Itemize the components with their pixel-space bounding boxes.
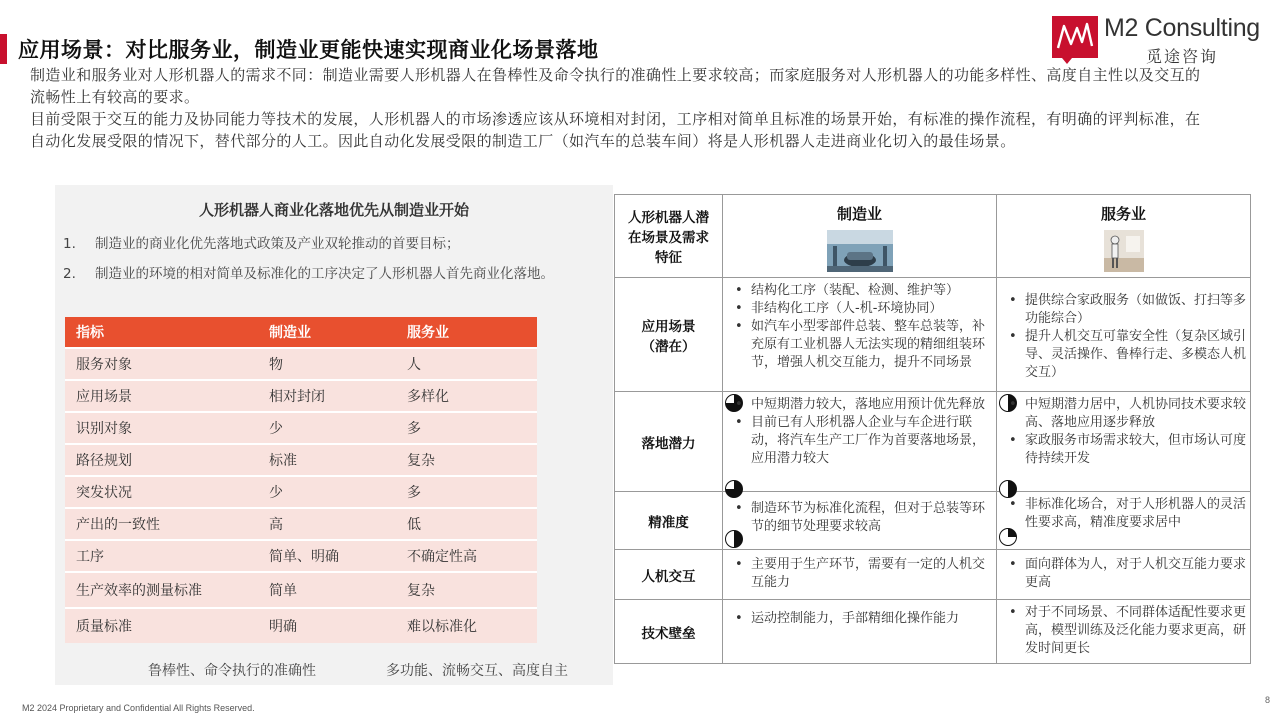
page-number: 8 — [1265, 695, 1271, 705]
precision-label: 精准度 — [615, 492, 723, 550]
grid-row-hri — [615, 550, 1251, 600]
service-label: 服务业 — [1100, 205, 1146, 223]
service-cell — [997, 492, 1251, 550]
list-item: • 结构化工序（装配、检测、维护等） — [751, 282, 992, 300]
manufacturing-cell — [723, 278, 997, 392]
grid-header-row — [615, 195, 1251, 278]
list-item: • 提升人机交互可靠安全性（复杂区域引导、灵活操作、鲁棒行走、多模态人机交互） — [1025, 328, 1246, 382]
panel-title: 人形机器人商业化落地优先从制造业开始 — [198, 201, 469, 219]
comparison-table — [65, 317, 537, 643]
metric-cell: 产出的一致性 — [65, 508, 258, 540]
point-text: 制造业的商业化优先落地式政策及产业双轮推动的首要目标； — [95, 236, 460, 252]
manufacturing-cell: 标准 — [258, 444, 396, 476]
grid-row-precision — [615, 492, 1251, 550]
quarter-harvey-ball-icon — [999, 528, 1017, 546]
metric-cell: 路径规划 — [65, 444, 258, 476]
manufacturing-cell — [723, 600, 997, 664]
half-harvey-ball-icon — [725, 530, 743, 548]
manufacturing-column-header — [723, 195, 997, 278]
row-label — [615, 278, 723, 392]
service-cell: 多 — [396, 476, 537, 508]
header-manufacturing: 制造业 — [258, 317, 396, 348]
manufacturing-cell — [723, 550, 997, 600]
table-row — [65, 348, 537, 380]
list-item: • 提供综合家政服务（如做饭、打扫等多功能综合） — [1025, 292, 1246, 328]
manufacturing-cell: 少 — [258, 412, 396, 444]
service-cell — [997, 550, 1251, 600]
metric-cell: 识别对象 — [65, 412, 258, 444]
manufacturing-cell — [723, 392, 997, 492]
manufacturing-cell: 简单、明确 — [258, 540, 396, 572]
service-cell: 低 — [396, 508, 537, 540]
list-item: • 对于不同场景、不同群体适配性要求更高，模型训练及泛化能力要求更高，研发时间更长 — [1025, 604, 1246, 658]
intro-paragraph-1: 制造业和服务业对人形机器人的需求不同：制造业需要人形机器人在鲁棒性及命令执行的准确性上要求较高；而家庭服务对人形机器人的功能多样性、高度自主性以及交互的流畅性上有较高的要求。 — [30, 66, 1201, 106]
table-row — [65, 380, 537, 412]
manufacturing-cell: 少 — [258, 476, 396, 508]
service-cell: 不确定性高 — [396, 540, 537, 572]
list-item: • 主要用于生产环节，需要有一定的人机交互能力 — [751, 556, 992, 592]
service-cell: 难以标准化 — [396, 608, 537, 643]
title-accent-bar — [0, 34, 7, 64]
table-row — [65, 572, 537, 608]
header-service: 服务业 — [396, 317, 537, 348]
list-item: • 目前已有人形机器人企业与车企进行联动，将汽车生产工厂作为首要落地场景，应用潜力较大 — [751, 414, 992, 468]
hri-label: 人机交互 — [615, 550, 723, 600]
header-metric: 指标 — [65, 317, 258, 348]
service-cell: 多样化 — [396, 380, 537, 412]
metric-cell: 工序 — [65, 540, 258, 572]
footer-copyright: M2 2024 Proprietary and Confidential All Rights Reserved. — [22, 703, 255, 713]
list-item: • 制造环节为标准化流程，但对于总装等环节的细节处理要求较高 — [751, 500, 992, 536]
list-item: • 非结构化工序（人-机-环境协同） — [751, 300, 992, 318]
table-row — [65, 540, 537, 572]
service-summary: 多功能、流畅交互、高度自主 — [386, 663, 568, 679]
list-item: • 中短期潜力居中，人机协同技术要求较高、落地应用逐步释放 — [1025, 396, 1246, 432]
metric-cell: 服务对象 — [65, 348, 258, 380]
manufacturing-cell: 简单 — [258, 572, 396, 608]
potential-label: 落地潜力 — [615, 392, 723, 492]
page-title: 应用场景：对比服务业，制造业更能快速实现商业化场景落地 — [18, 38, 599, 62]
table-row — [65, 508, 537, 540]
grid-corner-label: 人形机器人潜在场景及需求特征 — [615, 195, 723, 278]
list-item: • 非标准化场合，对于人形机器人的灵活性要求高，精准度要求居中 — [1025, 496, 1246, 532]
manufacturing-label: 制造业 — [836, 205, 882, 223]
company-logo — [1052, 14, 1272, 70]
list-item: • 运动控制能力，手部精细化操作能力 — [751, 610, 992, 628]
table-row — [65, 608, 537, 643]
comparison-header-row — [65, 317, 537, 348]
manufacturing-cell: 相对封闭 — [258, 380, 396, 412]
grid-row-barrier — [615, 600, 1251, 664]
point-text: 制造业的环境的相对简单及标准化的工序决定了人形机器人首先商业化落地。 — [95, 266, 554, 282]
manufacturing-cell: 高 — [258, 508, 396, 540]
grid-row-application — [615, 278, 1251, 392]
intro-text — [30, 64, 1210, 152]
application-label: 应用场景（潜在） — [641, 318, 696, 355]
scenario-comparison-grid — [614, 194, 1251, 664]
manufacturing-summary: 鲁棒性、命令执行的准确性 — [148, 663, 316, 679]
service-cell — [997, 278, 1251, 392]
list-item: • 如汽车小型零部件总装、整车总装等，补充原有工业机器人无法实现的精细组装环节，增强人机交互能力，提升不同场景 — [751, 318, 992, 372]
barrier-label: 技术壁垒 — [615, 600, 723, 664]
factory-image — [827, 230, 893, 272]
panel-point — [63, 259, 603, 289]
service-cell: 复杂 — [396, 572, 537, 608]
service-cell: 人 — [396, 348, 537, 380]
list-item: • 家政服务市场需求较大，但市场认可度待持续开发 — [1025, 432, 1246, 468]
list-item: • 面向群体为人，对于人机交互能力要求更高 — [1025, 556, 1246, 592]
table-row — [65, 444, 537, 476]
manufacturing-cell: 物 — [258, 348, 396, 380]
point-number: 1. — [63, 236, 76, 252]
manufacturing-cell: 明确 — [258, 608, 396, 643]
point-number: 2. — [63, 266, 76, 282]
table-row — [65, 412, 537, 444]
logo-name: M2 Consulting — [1104, 14, 1260, 42]
home-service-image — [1104, 230, 1144, 272]
service-cell — [997, 600, 1251, 664]
m2-logo-icon — [1052, 16, 1098, 64]
service-column-header — [997, 195, 1251, 278]
metric-cell: 突发状况 — [65, 476, 258, 508]
service-cell: 多 — [396, 412, 537, 444]
metric-cell: 质量标准 — [65, 608, 258, 643]
intro-paragraph-2: 目前受限于交互的能力及协同能力等技术的发展，人形机器人的市场渗透应该从环境相对封闭，工序相对简单且标准的场景开始，有标准的操作流程，有明确的评判标准，在自动化发展受限的情况下，替代部分的人工。因此自动化发展受限的制造工厂（如汽车的总装车间）将是人形机器人走进商业化切入的最佳场景。 — [30, 110, 1201, 150]
panel-points — [63, 229, 603, 289]
manufacturing-cell — [723, 492, 997, 550]
metric-cell: 生产效率的测量标准 — [65, 572, 258, 608]
table-row — [65, 476, 537, 508]
service-cell — [997, 392, 1251, 492]
manufacturing-priority-panel — [55, 185, 613, 685]
grid-row-potential — [615, 392, 1251, 492]
panel-point — [63, 229, 603, 259]
logo-subtitle: 觅途咨询 — [1146, 47, 1219, 66]
metric-cell: 应用场景 — [65, 380, 258, 412]
list-item: • 中短期潜力较大，落地应用预计优先释放 — [751, 396, 992, 414]
service-cell: 复杂 — [396, 444, 537, 476]
